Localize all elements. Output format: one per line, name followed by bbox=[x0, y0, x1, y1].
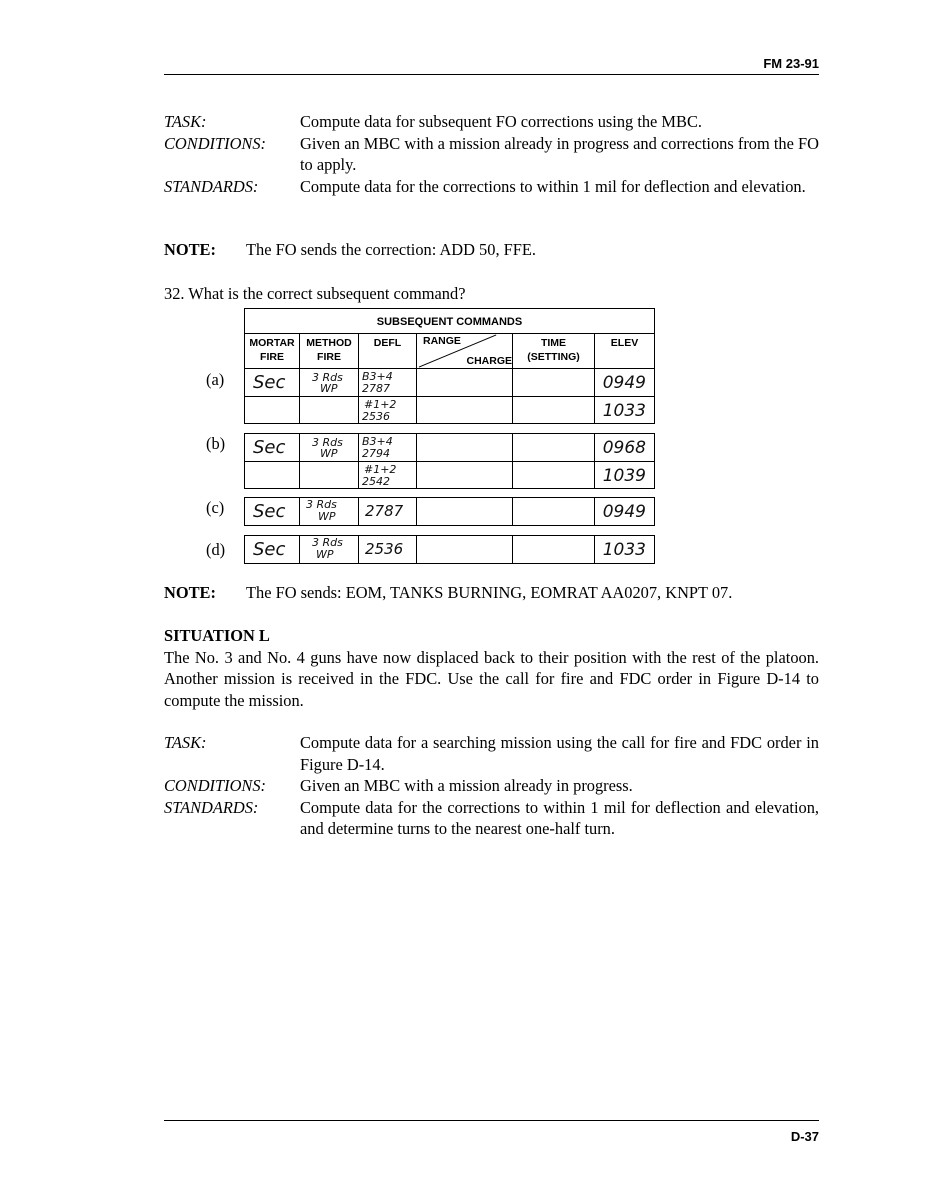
option-c-range bbox=[417, 498, 513, 525]
option-b-elev-1 bbox=[595, 434, 654, 461]
standards-text-2: Compute data for the corrections to within 1 mil for deflection and elevation, and determine turns to the nearest one-half turn. bbox=[300, 797, 819, 838]
conditions-label: CONDITIONS: bbox=[164, 133, 266, 153]
standards-row-2 bbox=[164, 797, 819, 840]
option-b-range-2 bbox=[417, 462, 513, 488]
note-1 bbox=[164, 239, 819, 261]
header-title: FM 23-91 bbox=[763, 56, 819, 71]
page-header bbox=[164, 54, 819, 75]
col-time-line2: (SETTING) bbox=[527, 351, 580, 363]
option-c-method-2: WP bbox=[318, 510, 336, 523]
option-a-defl-2a: #1+2 bbox=[364, 398, 397, 411]
col-mortar-line2: FIRE bbox=[260, 351, 284, 363]
standards-label-2: STANDARDS: bbox=[164, 797, 259, 817]
option-c-mortar bbox=[245, 498, 300, 525]
option-a-range-2 bbox=[417, 397, 513, 423]
col-mortar-line1: MORTAR bbox=[249, 337, 295, 349]
option-a-method bbox=[300, 369, 359, 396]
option-b-row-1 bbox=[245, 434, 654, 461]
option-d-method-2: WP bbox=[316, 548, 334, 561]
option-c bbox=[244, 497, 655, 526]
option-d-mortar bbox=[245, 536, 300, 563]
option-b-defl-1a: B3+4 bbox=[362, 435, 393, 448]
task-text-2: Compute data for a searching mission using the call for fire and FDC order in Figure D-14. bbox=[300, 733, 819, 774]
option-a-defl-2b: 2536 bbox=[362, 410, 390, 423]
note-label: NOTE: bbox=[164, 240, 216, 259]
option-d-defl bbox=[359, 536, 417, 563]
option-b bbox=[244, 433, 655, 489]
option-b-time-2 bbox=[513, 462, 595, 488]
subsequent-commands-table bbox=[244, 308, 655, 369]
option-b-range-1 bbox=[417, 434, 513, 461]
option-b-method-2-cell bbox=[300, 462, 359, 488]
option-b-mortar-text: Sec bbox=[253, 437, 286, 458]
task-label-2: TASK: bbox=[164, 733, 207, 752]
option-b-defl-2b: 2542 bbox=[362, 475, 390, 488]
option-b-defl-1b: 2794 bbox=[362, 447, 390, 460]
col-defl-label: DEFL bbox=[373, 337, 402, 349]
option-a-method-2: WP bbox=[320, 382, 338, 395]
option-d-elev bbox=[595, 536, 654, 563]
col-elev bbox=[595, 334, 654, 368]
option-d bbox=[244, 535, 655, 564]
situation-l bbox=[164, 625, 819, 711]
option-c-label: (c) bbox=[206, 498, 225, 517]
option-d-row bbox=[245, 536, 654, 563]
situation-body: The No. 3 and No. 4 guns have now displaced back to their position with the rest of the platoon. Another mission is received in the FDC. Use the call for fire and FDC order in Figure D-14 to compute the mission. bbox=[164, 647, 819, 710]
option-b-defl-2a: #1+2 bbox=[364, 463, 397, 476]
task-text: Compute data for subsequent FO corrections using the MBC. bbox=[300, 112, 702, 131]
col-range-label: RANGE bbox=[423, 335, 461, 347]
option-c-row bbox=[245, 498, 654, 525]
tcs-block-2 bbox=[164, 732, 819, 840]
option-c-defl-text: 2787 bbox=[365, 502, 404, 520]
task-row-2 bbox=[164, 732, 819, 775]
option-d-time bbox=[513, 536, 595, 563]
option-a-elev-2-text: 1033 bbox=[602, 401, 646, 421]
option-d-method-1: 3 Rds bbox=[312, 536, 343, 549]
question: 32. What is the correct subsequent command? bbox=[164, 284, 466, 303]
col-range-charge bbox=[417, 334, 513, 368]
task-label: TASK: bbox=[164, 112, 207, 131]
option-c-mortar-text: Sec bbox=[253, 501, 286, 522]
option-b-label: (b) bbox=[206, 434, 226, 453]
option-a-mortar-text: Sec bbox=[253, 372, 286, 393]
option-a-range-1 bbox=[417, 369, 513, 396]
col-time-line1: TIME bbox=[540, 337, 567, 349]
option-b-elev-2-text: 1039 bbox=[602, 466, 646, 486]
note-2-text: The FO sends: EOM, TANKS BURNING, EOMRAT AA0207, KNPT 07. bbox=[246, 583, 733, 602]
option-a-defl-1b: 2787 bbox=[362, 382, 390, 395]
option-a-label: (a) bbox=[206, 370, 225, 389]
option-a-defl-2 bbox=[359, 397, 417, 423]
option-d-defl-text: 2536 bbox=[365, 540, 404, 558]
option-b-method-2: WP bbox=[320, 447, 338, 460]
table-title: SUBSEQUENT COMMANDS bbox=[244, 308, 655, 334]
col-defl bbox=[359, 334, 417, 368]
option-b-mortar-2 bbox=[245, 462, 300, 488]
option-b-mortar bbox=[245, 434, 300, 461]
situation-title: SITUATION L bbox=[164, 626, 270, 645]
standards-label: STANDARDS: bbox=[164, 176, 259, 196]
option-c-method bbox=[300, 498, 359, 525]
conditions-label-2: CONDITIONS: bbox=[164, 776, 266, 795]
option-d-label: (d) bbox=[206, 540, 226, 559]
note-text: The FO sends the correction: ADD 50, FFE. bbox=[246, 240, 536, 259]
option-b-defl-2 bbox=[359, 462, 417, 488]
col-method-line2: FIRE bbox=[317, 351, 341, 363]
option-b-elev-1-text: 0968 bbox=[602, 438, 646, 458]
option-d-elev-text: 1033 bbox=[602, 540, 646, 560]
conditions-row-2 bbox=[164, 775, 819, 797]
option-a-time-2 bbox=[513, 397, 595, 423]
option-d-mortar-text: Sec bbox=[253, 539, 286, 560]
option-b-method bbox=[300, 434, 359, 461]
conditions-text-2: Given an MBC with a mission already in progress. bbox=[300, 776, 633, 795]
task-row bbox=[164, 111, 819, 133]
option-a-elev-2 bbox=[595, 397, 654, 423]
option-a-mortar-2 bbox=[245, 397, 300, 423]
option-a-row-1 bbox=[245, 369, 654, 396]
option-a-defl-1a: B3+4 bbox=[362, 370, 393, 383]
page-number: D-37 bbox=[790, 1129, 819, 1144]
option-a-time-1 bbox=[513, 369, 595, 396]
note-2-label: NOTE: bbox=[164, 583, 216, 602]
option-a-method-1: 3 Rds bbox=[312, 371, 343, 384]
option-c-elev-text: 0949 bbox=[602, 502, 646, 522]
option-d-method bbox=[300, 536, 359, 563]
option-c-defl bbox=[359, 498, 417, 525]
note-2 bbox=[164, 582, 819, 604]
option-a-defl-1 bbox=[359, 369, 417, 396]
option-b-row-2 bbox=[245, 461, 654, 488]
option-d-range bbox=[417, 536, 513, 563]
option-b-time-1 bbox=[513, 434, 595, 461]
col-time-setting bbox=[513, 334, 595, 368]
option-a-elev-1-text: 0949 bbox=[602, 373, 646, 393]
page-footer bbox=[164, 1120, 819, 1144]
col-charge-label: CHARGE bbox=[466, 355, 512, 367]
option-c-time bbox=[513, 498, 595, 525]
option-a bbox=[244, 368, 655, 424]
option-b-defl-1 bbox=[359, 434, 417, 461]
conditions-row bbox=[164, 133, 819, 176]
col-method-line1: METHOD bbox=[306, 337, 352, 349]
conditions-text: Given an MBC with a mission already in progress and corrections from the FO to apply. bbox=[300, 133, 819, 174]
standards-text: Compute data for the corrections to within 1 mil for deflection and elevation. bbox=[300, 176, 806, 196]
tcs-block-1 bbox=[164, 111, 819, 197]
option-a-elev-1 bbox=[595, 369, 654, 396]
option-c-method-1: 3 Rds bbox=[306, 498, 337, 511]
option-a-row-2 bbox=[245, 396, 654, 423]
option-a-method-2-cell bbox=[300, 397, 359, 423]
col-mortar-fire bbox=[245, 334, 300, 368]
option-a-mortar bbox=[245, 369, 300, 396]
option-c-elev bbox=[595, 498, 654, 525]
col-elev-label: ELEV bbox=[610, 337, 639, 349]
standards-row bbox=[164, 176, 819, 198]
table-column-headers bbox=[244, 334, 655, 369]
option-b-elev-2 bbox=[595, 462, 654, 488]
col-method-fire bbox=[300, 334, 359, 368]
option-b-method-1: 3 Rds bbox=[312, 436, 343, 449]
